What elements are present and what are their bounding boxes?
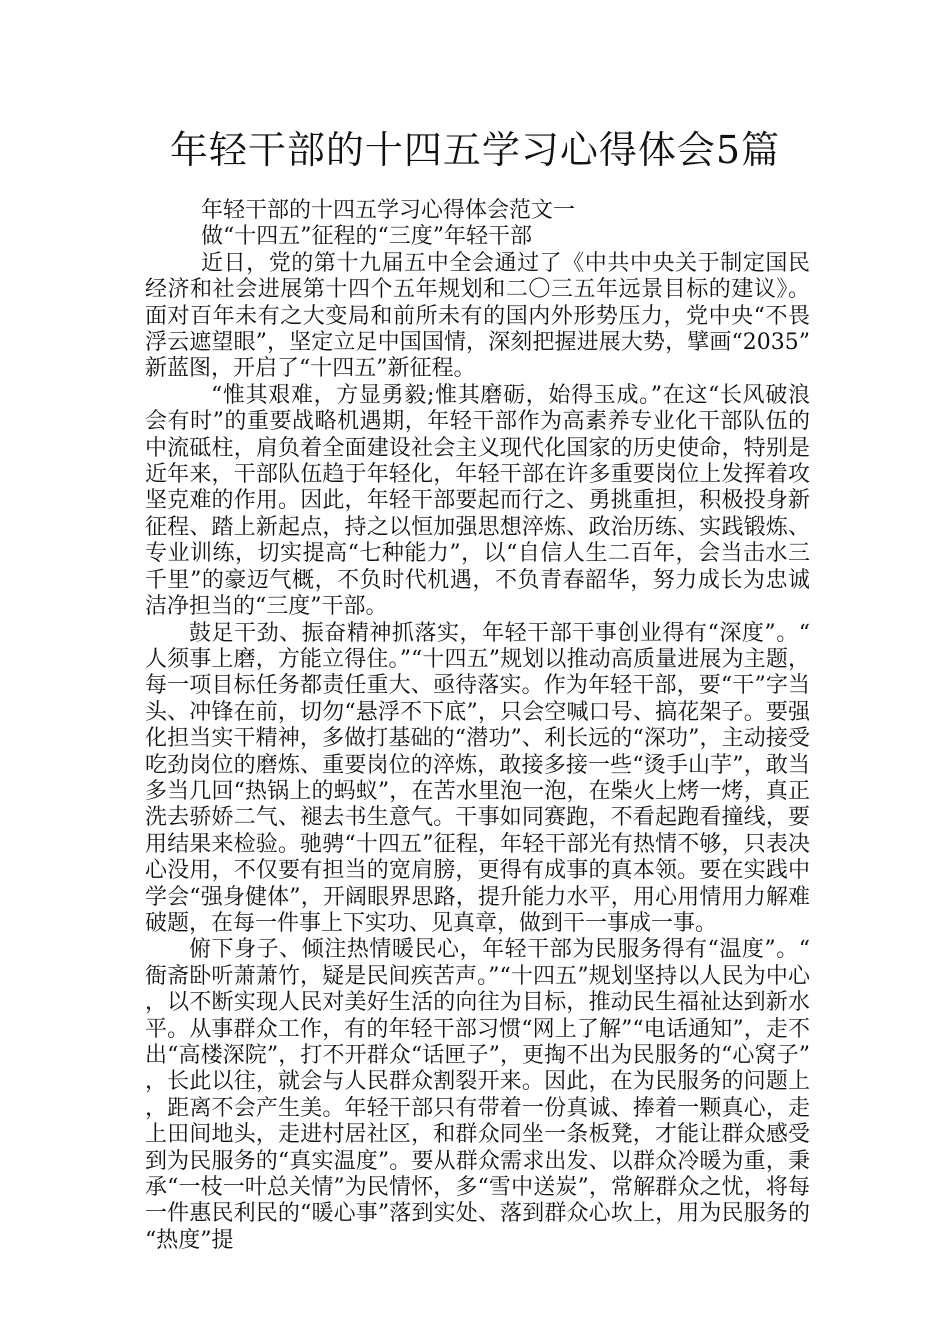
subheading: 年轻干部的十四五学习心得体会范文一 bbox=[201, 198, 576, 223]
paragraph-2: “惟其艰难，方显勇毅;惟其磨砺，始得玉成。”在这“长风破浪会有时”的重要战略机遇期，年轻干部作为高素养专业化干部队伍的中流砥柱，肩负着全面建设社会主义现代化国家的历史使命，特别是近年来，干部队伍趋于年轻化，年轻干部在许多重要岗位上发挥着攻坚克难的作用。因此，年轻干部要起而行之、勇挑重担，积极投身新征程、踏上新起点，持之以恒加强思想淬炼、政治历练、实践锻炼、专业训练，切实提高“七种能力”，以“自信人生二百年，会当击水三千里”的豪迈气概，不负时代机遇，不负青春韶华，努力成长为忠诚洁净担当的“三度”干部。 bbox=[145, 382, 810, 620]
document-body bbox=[145, 198, 810, 1254]
paragraph-4: 俯下身子、倾注热情暖民心，年轻干部为民服务得有“温度”。“衙斋卧听萧萧竹，疑是民间疾苦声。”“十四五”规划坚持以人民为中心，以不断实现人民对美好生活的向往为目标，推动民生福祉达到新水平。从事群众工作，有的年轻干部习惯“网上了解”“电话通知”，走不出“高楼深院”，打不开群众“话匣子”，更掏不出为民服务的“心窝子”，长此以往，就会与人民群众割裂开来。因此，在为民服务的问题上，距离不会产生美。年轻干部只有带着一份真诚、捧着一颗真心，走上田间地头，走进村居社区，和群众同坐一条板凳，才能让群众感受到为民服务的“真实温度”。要从群众需求出发、以群众冷暖为重，秉承“一枝一叶总关情”为民情怀，多“雪中送炭”，常解群众之忧，将每一件惠民利民的“暖心事”落到实处、落到群众心坎上，用为民服务的“热度”提 bbox=[145, 937, 810, 1253]
article-title: 做“十四五”征程的“三度”年轻干部 bbox=[201, 224, 532, 250]
paragraph-3: 鼓足干劲、振奋精神抓落实，年轻干部干事创业得有“深度”。“人须事上磨，方能立得住。”“十四五”规划以推动高质量进展为主题，每一项目标任务都责任重大、亟待落实。作为年轻干部，要“干”字当头、冲锋在前，切勿“悬浮不下底”，只会空喊口号、搞花架子。要强化担当实干精神，多做打基础的“潜功”、利长远的“深功”，主动接受吃劲岗位的磨炼、重要岗位的淬炼，敢接多接一些“烫手山芋”，敢当多当几回“热锅上的蚂蚁”，在苦水里泡一泡，在柴火上烤一烤，真正洗去骄娇二气、褪去书生意气。干事如同赛跑，不看起跑看撞线，要用结果来检验。驰骋“十四五”征程，年轻干部光有热情不够，只表决心没用，不仅要有担当的宽肩膀，更得有成事的真本领。要在实践中学会“强身健体”，开阔眼界思路，提升能力水平，用心用情用力解难破题，在每一件事上下实功、见真章，做到干一事成一事。 bbox=[145, 620, 810, 936]
document-title: 年轻干部的十四五学习心得体会5篇 bbox=[169, 128, 781, 172]
paragraph-1: 近日，党的第十九届五中全会通过了《中共中央关于制定国民经济和社会进展第十四个五年规划和二〇三五年远景目标的建议》。面对百年未有之大变局和前所未有的国内外形势压力，党中央“不畏浮云遮望眼”，坚定立足中国国情，深刻把握进展大势，擘画“2035”新蓝图，开启了“十四五”新征程。 bbox=[145, 250, 810, 382]
